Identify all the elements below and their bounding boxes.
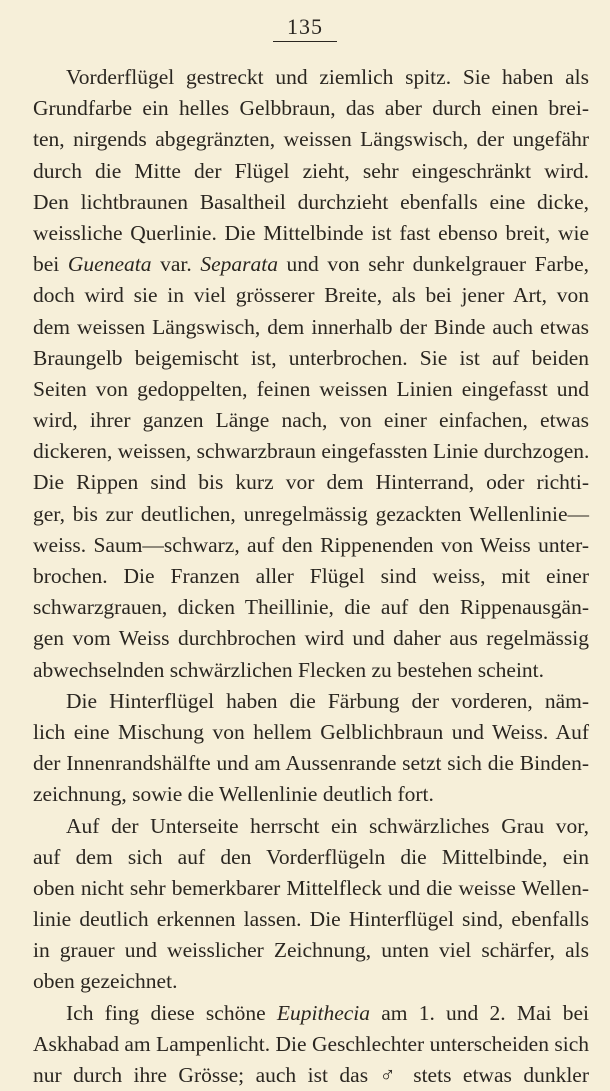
text-line: weissliche Querlinie. Die Mittelbinde ist fast ebenso breit, wie bbox=[33, 220, 589, 245]
text-line: zeichnung, sowie die Wellenlinie deutlich fort. bbox=[33, 782, 434, 807]
text-line: ten, nirgends abgegränzten, weissen Längswisch, der ungefähr bbox=[33, 127, 589, 152]
text-line: Den lichtbraunen Basaltheil durchzieht ebenfalls eine dicke, bbox=[33, 189, 589, 214]
text-line: nur durch ihre Grösse; auch ist das ♂ stets etwas dunkler bbox=[33, 1063, 589, 1087]
text-run: am 1. und 2. Mai bei bbox=[370, 1000, 589, 1025]
text-line: dickeren, weissen, schwarzbraun eingefassten Linie durchzogen. bbox=[33, 439, 590, 464]
text-line bbox=[33, 998, 589, 1029]
text-line: schwarzgrauen, dicken Theillinie, die auf den Rippenausgän- bbox=[33, 595, 589, 620]
page-number bbox=[0, 14, 610, 40]
text-line: linie deutlich erkennen lassen. Die Hinterflügel sind, ebenfalls bbox=[33, 907, 589, 932]
text-line: abwechselnden schwärzlichen Flecken zu bestehen scheint. bbox=[33, 657, 545, 682]
text-line: Die Rippen sind bis kurz vor dem Hinterrand, oder richti- bbox=[33, 470, 589, 495]
text-line: oben nicht sehr bemerkbarer Mittelfleck und die weisse Wellen- bbox=[33, 875, 589, 900]
text-line: dem weissen Längswisch, dem innerhalb der Binde auch etwas bbox=[33, 314, 589, 339]
text-line: ger, bis zur deutlichen, unregelmässig gezackten Wellenlinie— bbox=[33, 501, 589, 526]
text-line: Grundfarbe ein helles Gelbbraun, das aber durch einen brei- bbox=[33, 96, 589, 121]
text-line: lich eine Mischung von hellem Gelblichbraun und Weiss. Auf bbox=[33, 719, 589, 744]
text-line: Die Hinterflügel haben die Färbung der vorderen, näm- bbox=[66, 688, 589, 713]
text-line: auf dem sich auf den Vorderflügeln die Mittelbinde, ein bbox=[33, 844, 589, 869]
text-line: in grauer und weisslicher Zeichnung, unten viel schärfer, als bbox=[33, 938, 589, 963]
text-line: wird, ihrer ganzen Länge nach, von einer einfachen, etwas bbox=[33, 408, 589, 433]
text-line: durch die Mitte der Flügel zieht, sehr eingeschränkt wird. bbox=[33, 158, 589, 183]
text-line: Auf der Unterseite herrscht ein schwärzliches Grau vor, bbox=[66, 813, 589, 838]
text-line: doch wird sie in viel grösserer Breite, als bei jener Art, von bbox=[33, 283, 589, 308]
text-line: oben gezeichnet. bbox=[33, 969, 178, 994]
text-line: Braungelb beigemischt ist, unterbrochen. Sie ist auf beiden bbox=[33, 345, 589, 370]
page-number-value: 135 bbox=[273, 14, 337, 42]
text-line: weiss. Saum—schwarz, auf den Rippenenden von Weiss unter- bbox=[33, 532, 589, 557]
italic-term: Eupithecia bbox=[276, 1000, 370, 1025]
text-line: Vorderflügel gestreckt und ziemlich spitz. Sie haben als bbox=[66, 65, 589, 89]
text-line: der Innenrandshälfte und am Aussenrande setzt sich die Binden- bbox=[33, 751, 589, 776]
text-run: Ich fing diese schöne bbox=[66, 1000, 277, 1025]
text-line: gen vom Weiss durchbrochen wird und daher aus regelmässig bbox=[33, 626, 589, 651]
text-run: und von sehr dunkelgrauer Farbe, bbox=[277, 252, 589, 277]
text-line: Askhabad am Lampenlicht. Die Geschlechter unterscheiden sich bbox=[33, 1031, 589, 1056]
text-line bbox=[33, 249, 589, 280]
italic-term: Gueneata bbox=[67, 252, 152, 277]
italic-term: Separata bbox=[200, 252, 278, 277]
text-line: brochen. Die Franzen aller Flügel sind weiss, mit einer bbox=[33, 564, 589, 588]
text-run: var. bbox=[151, 252, 201, 277]
body-text bbox=[33, 62, 589, 1091]
text-line: Seiten von gedoppelten, feinen weissen Linien eingefasst und bbox=[33, 376, 589, 401]
text-run: bei bbox=[33, 252, 68, 277]
